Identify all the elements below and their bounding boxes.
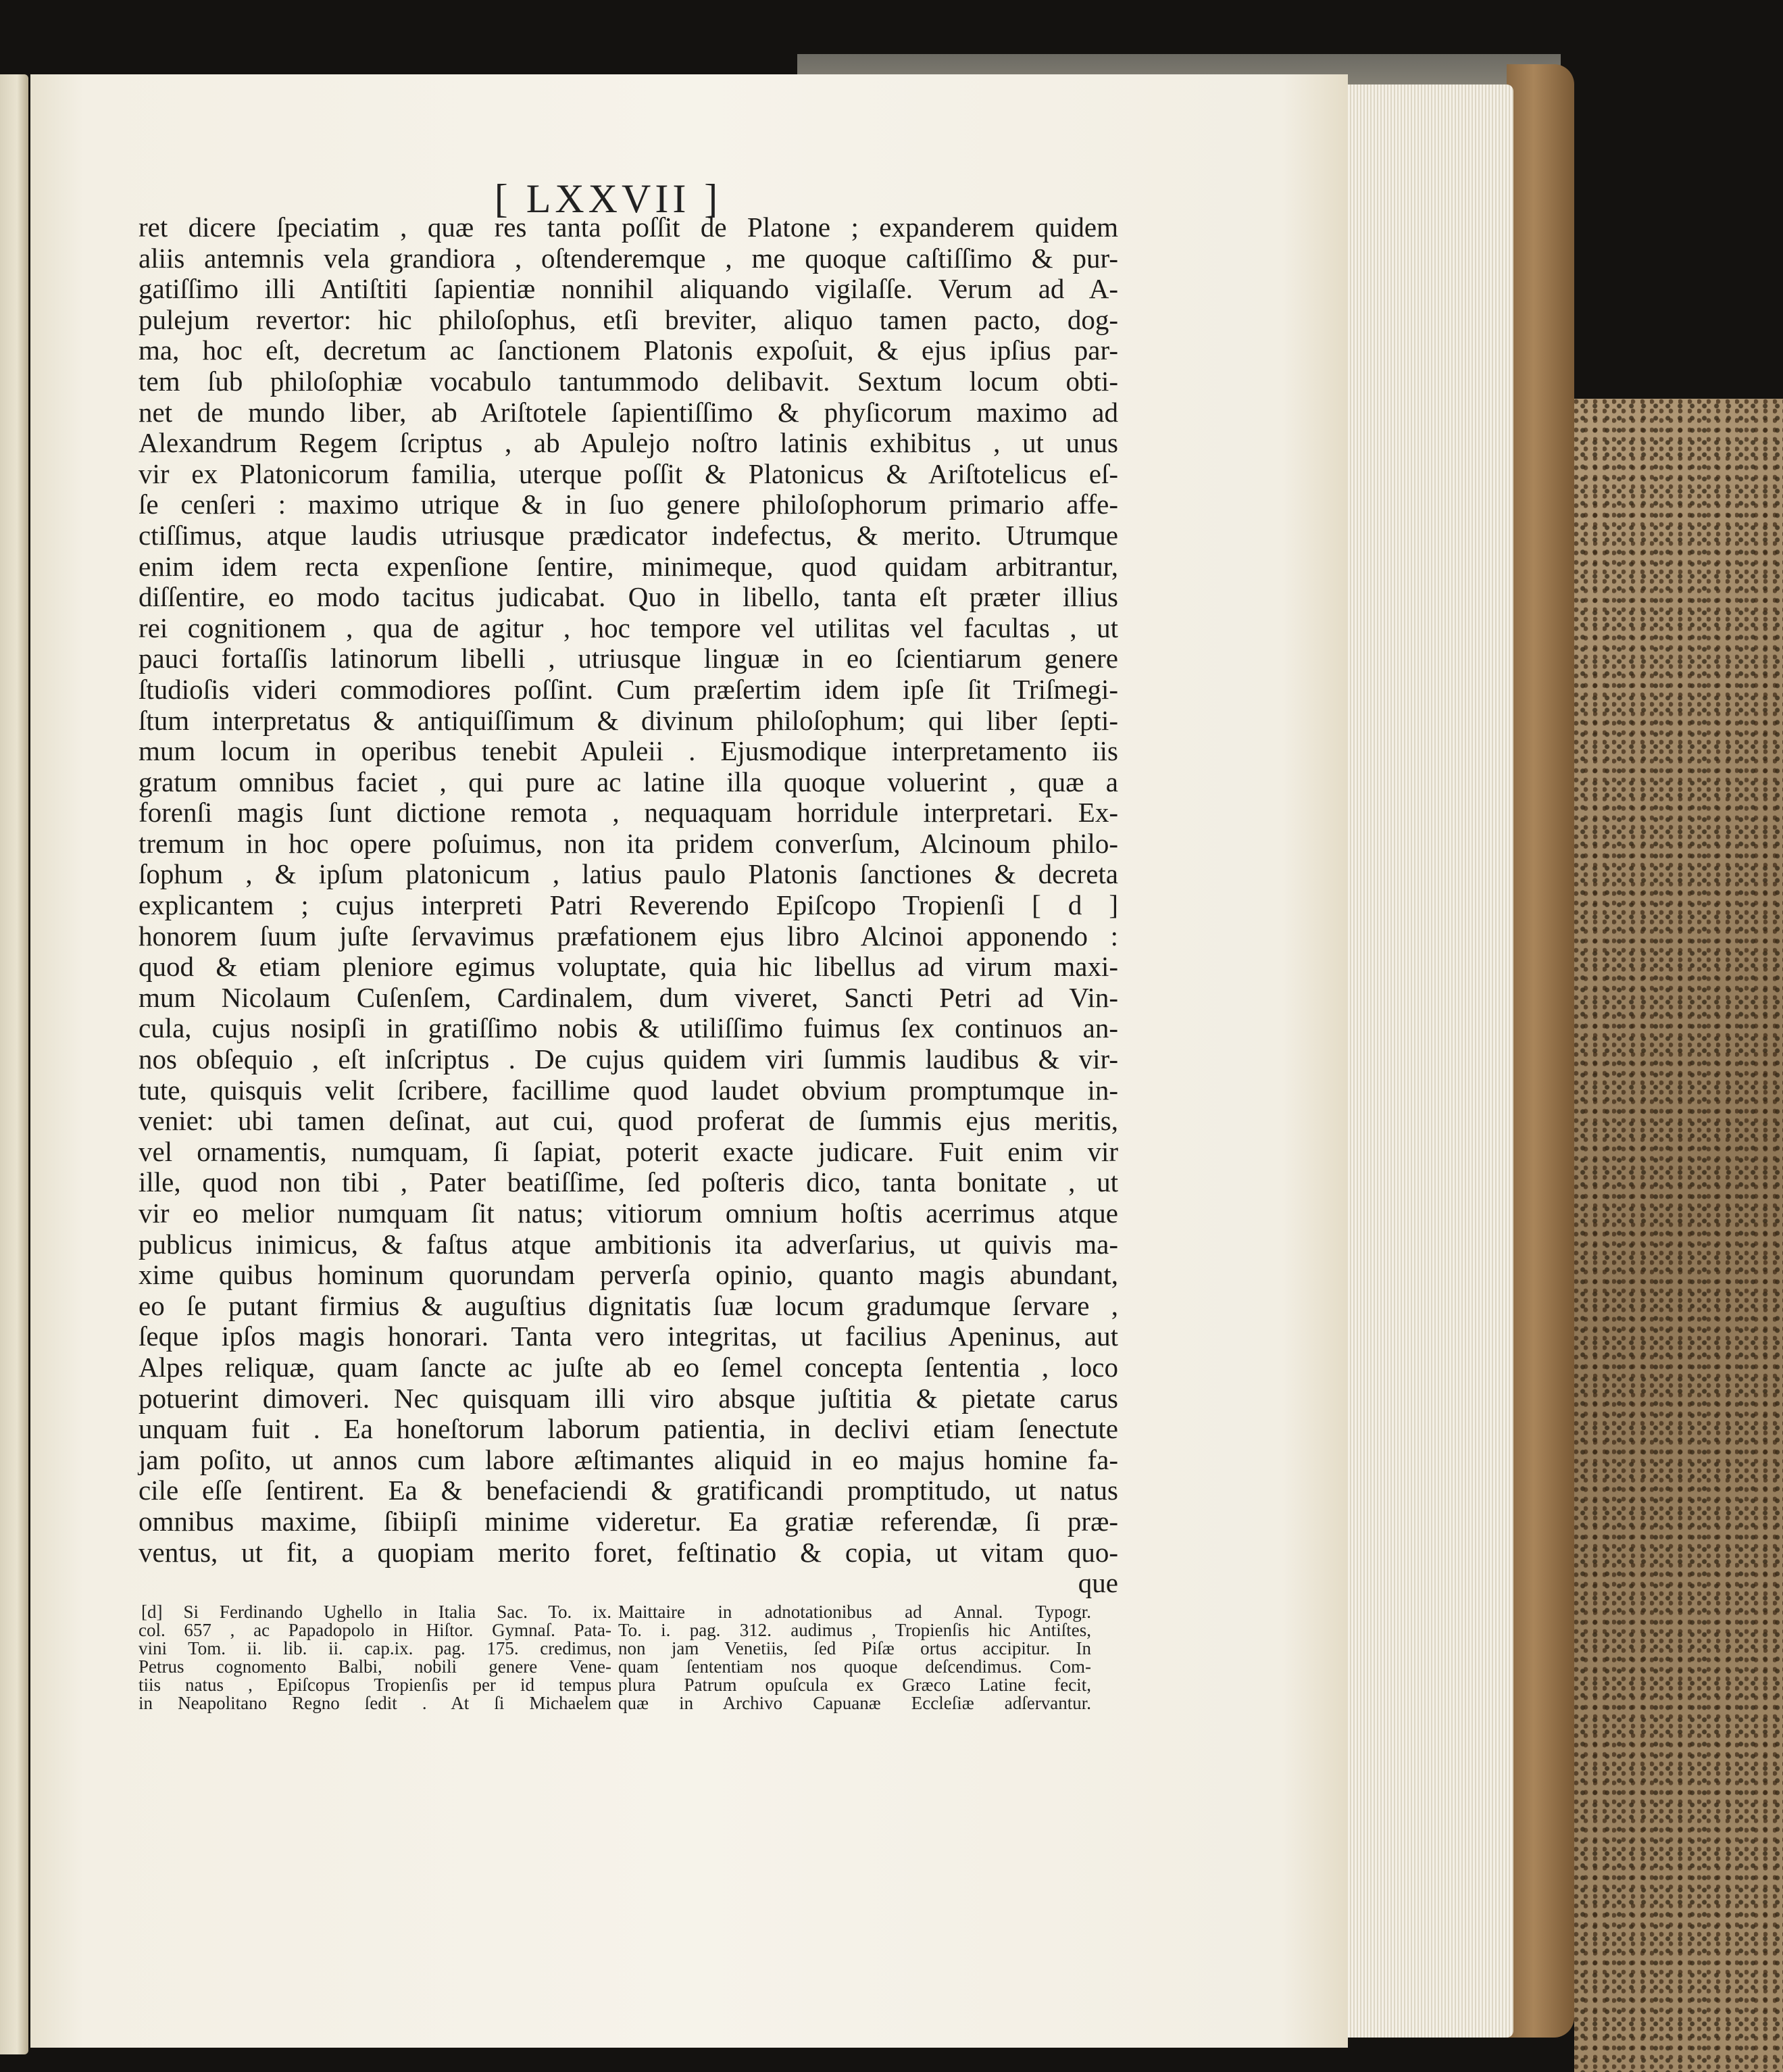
text-line: tem ſub philoſophiæ vocabulo tantummodo delibavit. Sextum locum obti-: [139, 365, 1118, 397]
text-line: jam poſito, ut annos cum labore æſtimantes aliquid in eo majus homine fa-: [139, 1444, 1118, 1475]
text-line: rei cognitionem , qua de agitur , hoc tempore vel utilitas vel facultas , ut: [139, 612, 1118, 643]
text-line: enim idem recta expenſione ſentire, minimeque, quod quidam arbitrantur,: [139, 550, 1118, 582]
text-line: mum locum in operibus tenebit Apuleii . Ejusmodique interpretamento iis: [139, 735, 1118, 767]
footnote-line: Maittaire in adnotationibus ad Annal. Typogr.: [618, 1602, 1091, 1622]
text-line: cile eſſe ſentirent. Ea & benefaciendi & gratificandi promptitudo, ut natus: [139, 1475, 1118, 1506]
marbled-cover: [1574, 399, 1783, 2072]
text-line: vir ex Platonicorum familia, uterque poſſit & Platonicus & Ariſtotelicus eſ-: [139, 458, 1118, 489]
footnote-column-right: [618, 1603, 1091, 1712]
text-line: nos obſequio , eſt inſcriptus . De cujus quidem viri ſummis laudibus & vir-: [139, 1043, 1118, 1075]
page-number: [ LXXVII ]: [494, 176, 722, 221]
book-cover-spine-edge: [1507, 64, 1574, 2038]
text-line: forenſi magis ſunt dictione remota , nequaquam horridule interpretari. Ex-: [139, 797, 1118, 829]
text-line: honorem ſuum juſte ſervavimus præfationem ejus libro Alcinoi apponendo :: [139, 920, 1118, 952]
body-footnote-gap: [139, 1589, 1118, 1590]
text-line: eo ſe putant firmius & auguſtius dignitatis ſuæ locum gradumque ſervare ,: [139, 1289, 1118, 1321]
footnote-line: non jam Venetiis, ſed Piſæ ortus accipitur. In: [618, 1638, 1091, 1658]
text-line: gatiſſimo illi Antiſtiti ſapientiæ nonnihil aliquando vigilaſſe. Verum ad A-: [139, 273, 1118, 305]
text-line: vel ornamentis, numquam, ſi ſapiat, poterit exacte judicare. Fuit enim vir: [139, 1135, 1118, 1167]
left-page-edge: [0, 74, 28, 2054]
text-line: ille, quod non tibi , Pater beatiſſime, ſed poſteris dico, tanta bonitate , ut: [139, 1166, 1118, 1198]
text-line: Alexandrum Regem ſcriptus , ab Apulejo noſtro latinis exhibitus , ut unus: [139, 427, 1118, 459]
footnote-column-left: [139, 1603, 611, 1712]
text-line: mum Nicolaum Cuſenſem, Cardinalem, dum viveret, Sancti Petri ad Vin-: [139, 981, 1118, 1013]
footnote-line: quam ſententiam nos quoque deſcendimus. Com-: [618, 1656, 1091, 1677]
text-line: veniet: ubi tamen deſinat, aut cui, quod proferat de ſummis ejus meritis,: [139, 1105, 1118, 1137]
footnote-line: quæ in Archivo Capuanæ Eccleſiæ adſervantur.: [618, 1693, 1091, 1713]
text-line: ſophum , & ipſum platonicum , latius paulo Platonis ſanctiones & decreta: [139, 858, 1118, 890]
text-line: gratum omnibus faciet , qui pure ac latine illa quoque voluerint , quæ a: [139, 766, 1118, 797]
text-line: ventus, ut fit, a quopiam merito foret, feſtinatio & copia, ut vitam quo-: [139, 1536, 1118, 1568]
text-line: vir eo melior numquam ſit natus; vitiorum omnium hoſtis acerrimus atque: [139, 1198, 1118, 1229]
text-line: ſe cenſeri : maximo utrique & in ſuo genere philoſophorum primario affe-: [139, 489, 1118, 520]
text-line: diſſentire, eo modo tacitus judicabat. Quo in libello, tanta eſt præter illius: [139, 581, 1118, 613]
text-line: net de mundo liber, ab Ariſtotele ſapientiſſimo & phyſicorum maximo ad: [139, 396, 1118, 428]
text-line: ma, hoc eſt, decretum ac ſanctionem Platonis expoſuit, & ejus ipſius par-: [139, 335, 1118, 366]
text-line: ſeque ipſos magis honorari. Tanta vero integritas, ut facilius Apeninus, aut: [139, 1321, 1118, 1352]
page-block-edge: [1345, 84, 1513, 2038]
text-line: ſtudioſis videri commodiores poſſint. Cum præſertim idem ipſe ſit Triſmegi-: [139, 673, 1118, 705]
text-line: tute, quisquis velit ſcribere, facillime quod laudet obvium promptumque in-: [139, 1074, 1118, 1106]
text-line: publicus inimicus, & faſtus atque ambitionis ita adverſarius, ut quivis ma-: [139, 1228, 1118, 1260]
text-line: Alpes reliquæ, quam ſancte ac juſte ab eo ſemel concepta ſententia , loco: [139, 1351, 1118, 1383]
footnote-line: vini Tom. ii. lib. ii. cap.ix. pag. 175. credimus,: [139, 1638, 611, 1658]
text-line: quod & etiam pleniore egimus voluptate, quia hic libellus ad virum maxi-: [139, 951, 1118, 983]
footnote-line: plura Patrum opuſcula ex Græco Latine fecit,: [618, 1675, 1091, 1695]
text-line: unquam fuit . Ea honeſtorum laborum patientia, in declivi etiam ſenectute: [139, 1413, 1118, 1445]
footnote-line: in Neapolitano Regno ſedit . At ſi Michaelem: [139, 1693, 611, 1713]
text-line: omnibus maxime, ſibiipſi minime videretur. Ea gratiæ referendæ, ſi præ-: [139, 1505, 1118, 1537]
text-line: pulejum revertor: hic philoſophus, etſi breviter, aliquo tamen pacto, dog-: [139, 303, 1118, 335]
footnote-line: Petrus cognomento Balbi, nobili genere Vene-: [139, 1656, 611, 1677]
footnotes: [139, 1603, 1118, 1738]
text-line: ctiſſimus, atque laudis utriusque prædicator indefectus, & merito. Utrumque: [139, 519, 1118, 551]
footnote-line: To. i. pag. 312. audimus , Tropienſis hic Antiſtes,: [618, 1620, 1091, 1640]
footnote-line: tiis natus , Epiſcopus Tropienſis per id tempus: [139, 1675, 611, 1695]
footnote-line: col. 657 , ac Papadopolo in Hiſtor. Gymnaſ. Pata-: [139, 1620, 611, 1640]
text-line: xime quibus hominum quorundam perverſa opinio, quanto magis abundant,: [139, 1259, 1118, 1291]
text-line: pauci fortaſſis latinorum libelli , utriusque linguæ in eo ſcientiarum genere: [139, 643, 1118, 674]
footnote-line: [d] Si Ferdinando Ughello in Italia Sac. To. ix.: [141, 1602, 611, 1622]
body-text: [139, 212, 1118, 1599]
text-line: tremum in hoc opere poſuimus, non ita pridem converſum, Alcinoum philo-: [139, 827, 1118, 859]
text-line: ret dicere ſpeciatim , quæ res tanta poſſit de Platone ; expanderem quidem: [139, 212, 1118, 243]
text-line: potuerint dimoveri. Nec quisquam illi viro absque juſtitia & pietate carus: [139, 1382, 1118, 1414]
text-line: aliis antemnis vela grandiora , oſtenderemque , me quoque caſtiſſimo & pur-: [139, 242, 1118, 274]
text-line: cula, cujus nosipſi in gratiſſimo nobis & utiliſſimo fuimus ſex continuos an-: [139, 1012, 1118, 1044]
text-line: explicantem ; cujus interpreti Patri Reverendo Epiſcopo Tropienſi [ d ]: [139, 889, 1118, 921]
text-line: ſtum interpretatus & antiquiſſimum & divinum philoſophum; qui liber ſepti-: [139, 704, 1118, 736]
catchword: que: [1078, 1567, 1118, 1599]
